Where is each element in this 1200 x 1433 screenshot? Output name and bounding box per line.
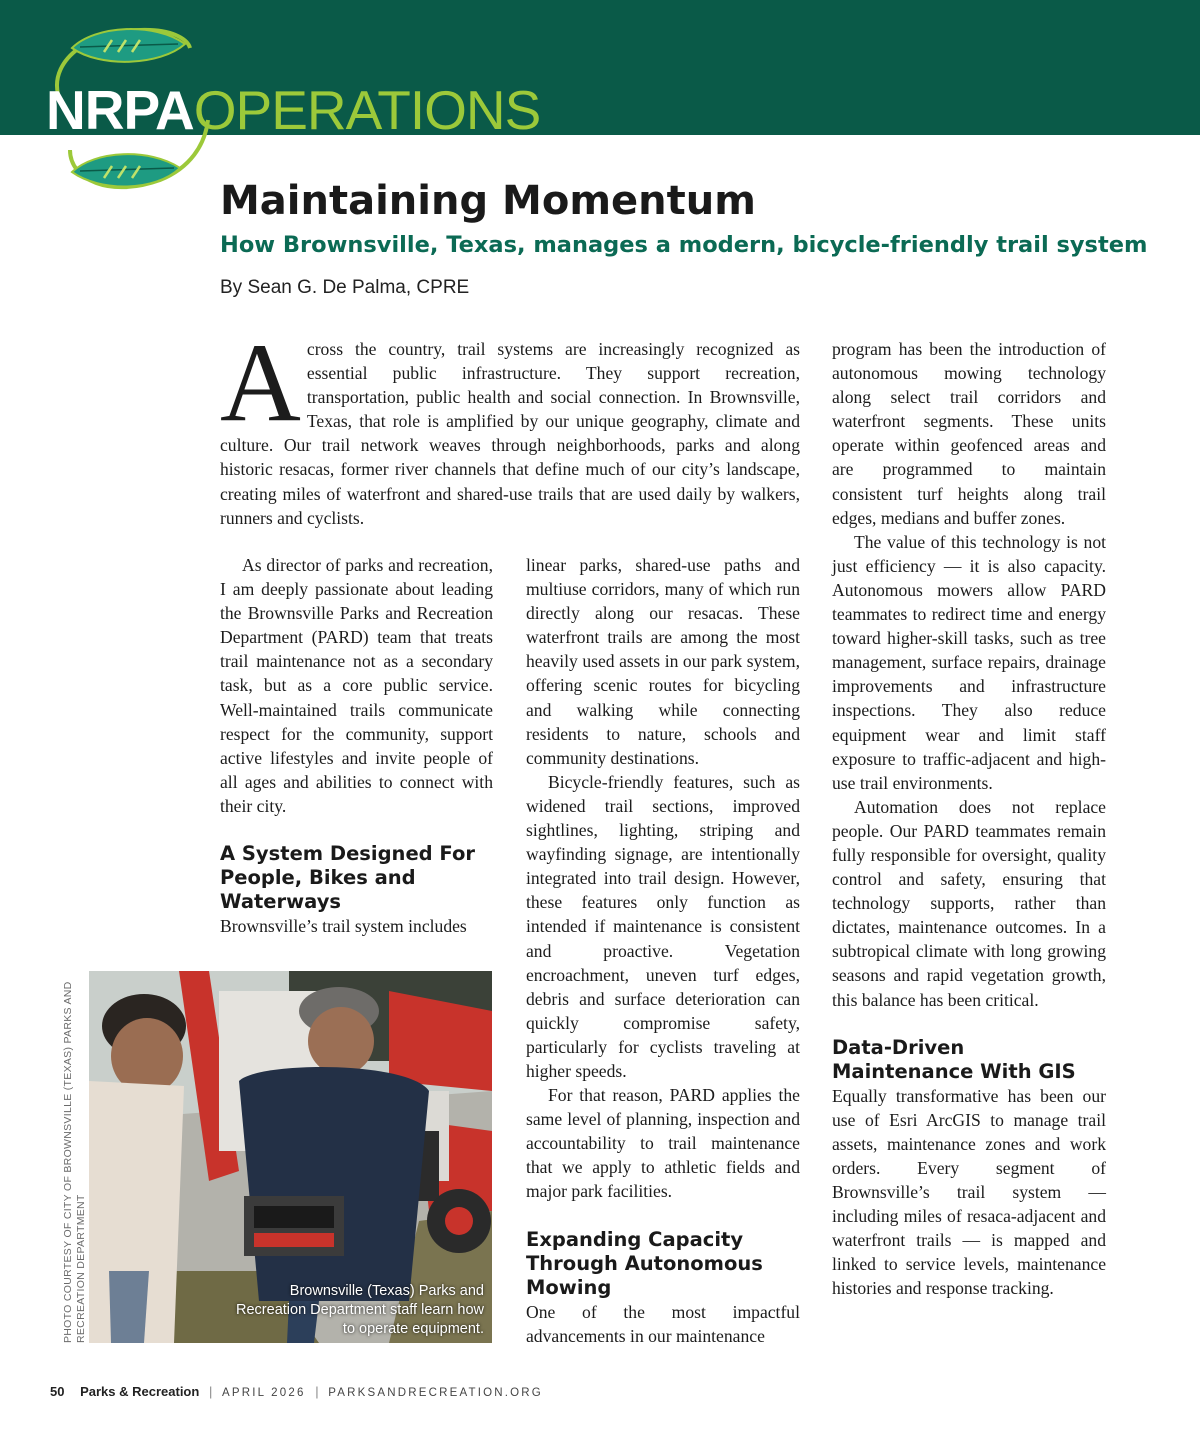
drop-cap: A: [220, 321, 301, 445]
issue-date: APRIL 2026: [221, 1387, 306, 1399]
lead-paragraph: [220, 321, 800, 530]
body-paragraph: The value of this technology is not just efficiency — it is also capacity. Autonomous mowers allow PARD teammates to redirect time and energy toward higher-skill tasks, such as tree management, surface repairs, drainage improvements and infrastructure inspections. They also reduce equipment wear and limit staff exposure to traffic-adjacent and high-use trail environments.: [832, 531, 1106, 793]
photo-caption: Brownsville (Texas) Parks and Recreation Department staff learn how to operate equipment.: [236, 1283, 484, 1337]
column-1: [220, 553, 493, 938]
body-paragraph: One of the most impactful advancements in our maintenance: [526, 1301, 800, 1346]
body-paragraph: Brownsville’s trail system includes: [220, 916, 467, 937]
footer-separator: |: [208, 1384, 213, 1399]
publication-brand: [46, 79, 540, 141]
body-paragraph: program has been the introduction of autonomous mowing technology along select trail corridors and waterfront segments. These units operate within geofenced areas and are programmed to maintain consistent turf heights along trail edges, medians and buffer zones.: [832, 339, 1106, 528]
section-heading: Expanding Capacity Through Autonomous Mowing: [526, 1227, 763, 1299]
article-photo: [89, 971, 492, 1343]
article-title: Maintaining Momentum: [220, 178, 756, 224]
footer-separator: |: [315, 1384, 319, 1399]
body-paragraph: Automation does not replace people. Our PARD teammates remain fully responsible for oversight, quality control and safety, ensuring that technology supports, rather than dictates, maintenance outcomes. In a subtropical climate with long growing seasons and rapid vegetation growth, this balance has been critical.: [832, 796, 1106, 1010]
column-2: [526, 553, 800, 1348]
article-byline: By Sean G. De Palma, CPRE: [220, 277, 470, 298]
brand-primary: NRPA: [46, 79, 194, 141]
page-number: 50: [50, 1384, 65, 1399]
page-footer: [50, 1384, 543, 1399]
section-heading: Data-Driven Maintenance With GIS: [832, 1035, 1076, 1083]
article-subtitle: How Brownsville, Texas, manages a modern, bicycle-friendly trail system: [220, 232, 1148, 258]
body-paragraph: Equally transformative has been our use of Esri ArcGIS to manage trail assets, maintenance zones and work orders. Every segment of Brownsville’s trail system — including miles of resaca-adjacent and waterfront trails — is mapped and linked to service levels, maintenance histories and response tracking.: [832, 1085, 1106, 1299]
website-link[interactable]: PARKSANDRECREATION.ORG: [328, 1387, 543, 1399]
brand-secondary: OPERATIONS: [193, 79, 541, 141]
photo-credit: PHOTO COURTESY OF CITY OF BROWNSVILLE (TEXAS) PARKS AND RECREATION DEPARTMENT: [62, 981, 87, 1343]
body-paragraph: For that reason, PARD applies the same level of planning, inspection and accountability to trail maintenance that we apply to athletic fields and major park facilities.: [526, 1085, 800, 1202]
section-heading: A System Designed For People, Bikes and Waterways: [220, 842, 475, 914]
body-paragraph: linear parks, shared-use paths and multiuse corridors, many of which run directly along our resacas. These waterfront trails are among the most heavily used assets in our park system, offering scenic routes for bicycling and walking while connecting residents to nature, schools and community destinations.: [526, 555, 800, 768]
body-paragraph: Bicycle-friendly features, such as widened trail sections, improved sightlines, lighting, striping and wayfinding signage, are intentionally integrated into trail design. However, these features only function as intended if maintenance is consistent and proactive. Vegetation encroachment, uneven turf edges, debris and surface deterioration can quickly compromise safety, particularly for cyclists traveling at higher speeds.: [526, 771, 800, 1081]
body-paragraph: As director of parks and recreation, I am deeply passionate about leading the Brownsville Parks and Recreation Department (PARD) team that treats trail maintenance not as a secondary task, but as a core public service. Well-maintained trails communicate respect for the community, support active lifestyles and invite people of all ages and abilities to connect with their city.: [220, 555, 493, 816]
column-3: [832, 337, 1106, 1300]
lead-text: cross the country, trail systems are increasingly recognized as essential public infrastructure. They support recreation, transportation, public health and social connection. In Brownsville, Texas, that role is amplified by our unique geography, climate and culture. Our trail network weaves through neighborhoods, parks and along historic resacas, former river channels that define much of our city’s landscape, creating miles of waterfront and shared-use trails that are used daily by walkers, runners and cyclists.: [220, 339, 800, 528]
publication-name: Parks & Recreation: [80, 1384, 200, 1399]
